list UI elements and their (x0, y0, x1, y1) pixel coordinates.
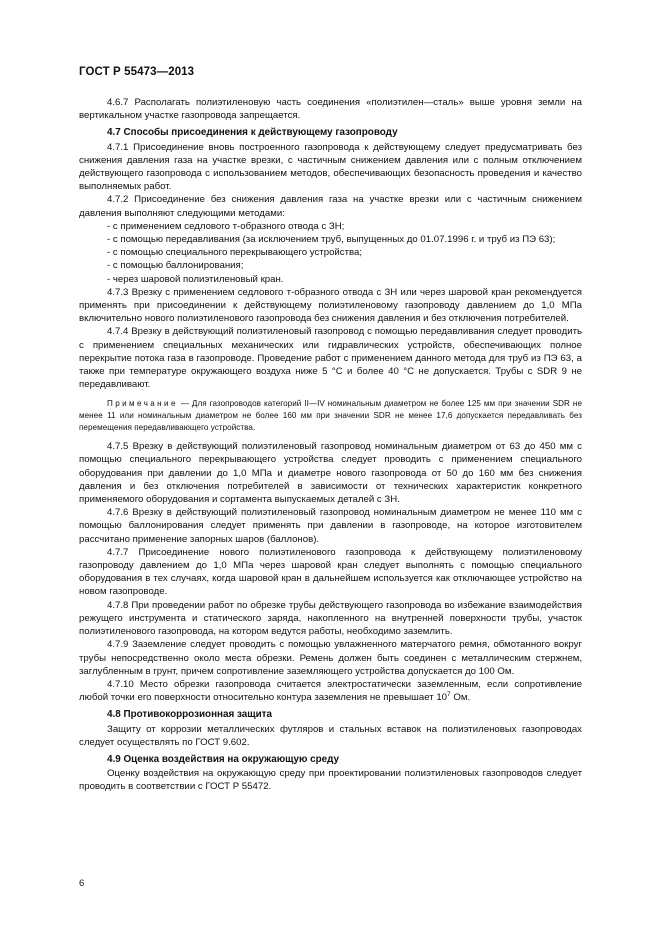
document-code-header: ГОСТ Р 55473—2013 (79, 66, 195, 78)
list-item-method-2: - с помощью передавливания (за исключением труб, выпущенных до 01.07.1996 г. и труб из ПЭ 63); (107, 234, 556, 246)
paragraph-4-7-6: 4.7.6 Врезку в действующий полиэтиленовый газопровод номинальным диаметром не менее 110 мм с помощью баллонирования следует применять при давлении в газопроводе, на которое изготовителем рассчитано применение запорных шаров (баллонов). (79, 507, 582, 545)
paragraph-4-7-3: 4.7.3 Врезку с применением седлового т-образного отвода с ЗН или через шаровой кран рекомендуется применять при присоединении к действующему полиэтиленовому газопроводу давлением до 1,0 МПа включительно нового полиэтиленового газопровода без снижения давления и без отключения потребителей. (79, 286, 582, 325)
note-text: — Для газопроводов категорий II—IV номинальным диаметром не более 125 мм при значении SDR не менее 11 или номинальным диаметром не более 160 мм при значении SDR не менее 17,6 допускается передавливать без перемещения передавливающего устройства. (79, 399, 582, 432)
list-item-method-1: - с применением седлового т-образного отвода с ЗН; (107, 220, 345, 232)
paragraph-4-7-10 (79, 678, 582, 704)
paragraph-4-7-8: 4.7.8 При проведении работ по обрезке трубы действующего газопровода во избежание взаимодействия режущего инструмента и статического заряда, накопленного на внутренней поверхности трубы, участок полиэтиленового газопровода, на котором ведутся работы, необходимо заземлить. (79, 599, 582, 638)
section-heading-4-8: 4.8 Противокоррозионная защита (107, 709, 273, 721)
paragraph-4-7-4: 4.7.4 Врезку в действующий полиэтиленовый газопровод с помощью передавливания следует проводить с применением специальных механических или гидравлических устройств, обеспечивающих полное перекрытие потока газа в газопроводе. Проведение работ с применением данного метода для труб из ПЭ 63, а также при температуре окружающего воздуха ниже 5 °С и более 40 °С не допускается. Трубы с SDR 9 не передавливают. (79, 326, 582, 391)
list-item-method-3: - с помощью специального перекрывающего устройства; (107, 247, 363, 259)
document-body (79, 96, 582, 794)
list-item-method-4: - с помощью баллонирования; (107, 260, 244, 272)
paragraph-4-7-2: 4.7.2 Присоединение без снижения давления газа на участке врезки или с частичным снижением давления выполняют следующими методами: (79, 194, 582, 219)
paragraph-4-6-7: 4.6.7 Располагать полиэтиленовую часть соединения «полиэтилен—сталь» выше уровня земли на вертикальном участке газопровода запрещается. (79, 97, 582, 122)
paragraph-4-7-7: 4.7.7 Присоединение нового полиэтиленового газопровода к действующему полиэтиленовому газопроводу давлением до 1,0 МПа через шаровой кран следует выполнять с помощью специального оборудования в тех случаях, когда шаровой кран в дальнейшем используется как отключающее устройство на новом газопроводе. (79, 546, 582, 598)
paragraph-4-7-10-text: 4.7.10 Место обрезки газопровода считается электростатически заземленным, если сопротивление любой точки его поверхности относительно контура заземления не превышает 10 (79, 678, 582, 704)
paragraph-4-7-1: 4.7.1 Присоединение вновь построенного газопровода к действующему следует предусматривать без снижения давления газа на участке врезки, с частичным снижением давления или с полным отключением действующего газопровода с использованием методов, обеспечивающих безопасность проведения и качество выполняемых работ. (79, 141, 582, 193)
paragraph-4-9: Оценку воздействия на окружающую среду при проектировании полиэтиленовых газопроводов следует проводить в соответствии с ГОСТ Р 55472. (79, 768, 582, 793)
paragraph-4-7-10-unit: Ом. (450, 692, 471, 704)
paragraph-4-8: Защиту от коррозии металлических футляров и стальных вставок на полиэтиленовых газопроводах следует осуществлять по ГОСТ 9.602. (79, 723, 582, 748)
note-paragraph (79, 398, 582, 433)
list-item-method-5: - через шаровой полиэтиленовый кран. (107, 273, 284, 285)
exponent: 7 (447, 691, 451, 699)
note-label: Примечание (107, 399, 178, 409)
paragraph-4-7-9: 4.7.9 Заземление следует проводить с помощью увлажненного матерчатого ремня, обмотанного вокруг трубы непосредственно около места обрезки. Ремень должен быть соединен с металлическим стержнем, заглубленным в грунт, причем сопротивление заземляющего устройства допускается до 100 Ом. (79, 639, 582, 677)
paragraph-4-7-5: 4.7.5 Врезку в действующий полиэтиленовый газопровод номинальным диаметром от 63 до 450 мм с помощью специального перекрывающего устройства следует проводить с применением специального оборудования при давлении до 1,0 МПа и диаметре нового газопровода от 50 до 160 мм без снижения давления и без отключения потребителей в зависимости от технических характеристик конкретного применяемого оборудования и сортамента выпускаемых деталей с ЗН. (79, 441, 582, 506)
page-number: 6 (79, 878, 85, 889)
section-heading-4-7: 4.7 Способы присоединения к действующему газопроводу (107, 127, 398, 139)
section-heading-4-9: 4.9 Оценка воздействия на окружающую среду (107, 753, 340, 765)
